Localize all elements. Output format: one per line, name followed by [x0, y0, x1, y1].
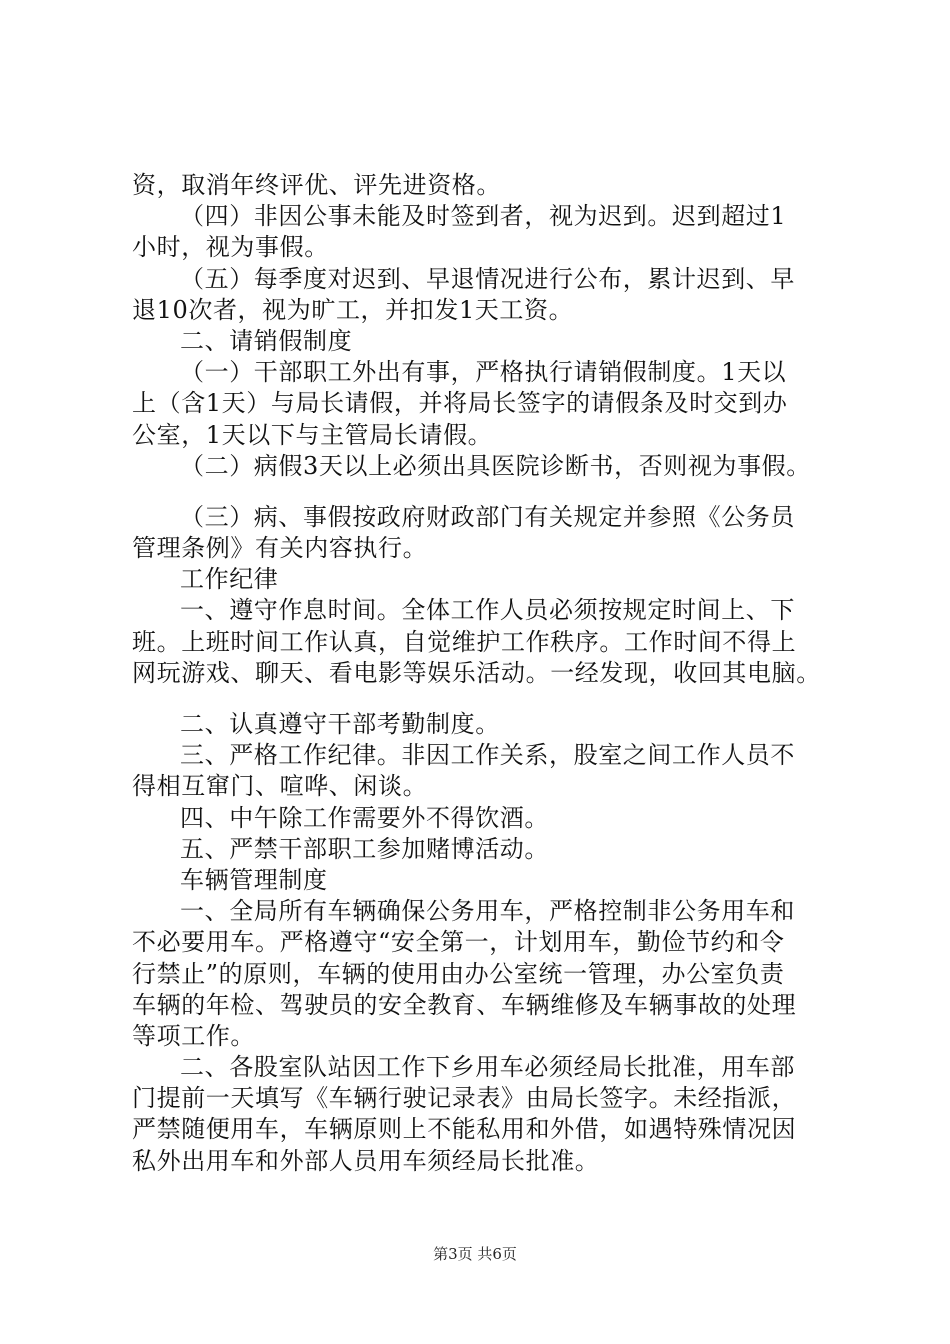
body-line: 退10次者，视为旷工，并扣发1天工资。 [132, 295, 574, 324]
body-line: 四、中午除工作需要外不得饮酒。 [180, 803, 549, 832]
paragraph-gap [132, 689, 837, 709]
body-line: 管理条例》有关内容执行。 [132, 534, 428, 563]
body-line: 班。上班时间工作认真，自觉维护工作秩序。工作时间不得上 [132, 627, 797, 656]
body-line: 行禁止”的原则，车辆的使用由办公室统一管理，办公室负责 [132, 959, 785, 988]
body-line: 私外出用车和外部人员用车须经局长批准。 [132, 1146, 600, 1175]
body-line: （二）病假3天以上必须出具医院诊断书，否则视为事假。 [180, 451, 811, 480]
body-line: 资，取消年终评优、评先进资格。 [132, 171, 501, 199]
section-heading: 工作纪律 [180, 565, 279, 594]
paragraph-gap [132, 482, 837, 502]
body-line: 小时，视为事假。 [132, 233, 329, 262]
body-line: 五、严禁干部职工参加赌博活动。 [180, 834, 549, 863]
body-line: （一）干部职工外出有事，严格执行请销假制度。1天以 [180, 358, 787, 387]
body-line: 得相互窜门、喧哗、闲谈。 [132, 772, 428, 801]
body-line: （三）病、事假按政府财政部门有关规定并参照《公务员 [180, 502, 795, 531]
body-line: 不必要用车。严格遵守“安全第一，计划用车，勤俭节约和令 [132, 928, 785, 957]
body-line: 二、各股室队站因工作下乡用车必须经局长批准，用车部 [180, 1053, 795, 1082]
body-line: 严禁随便用车，车辆原则上不能私用和外借，如遇特殊情况因 [132, 1115, 797, 1144]
body-line: 一、全局所有车辆确保公务用车，严格控制非公务用车和 [180, 897, 795, 926]
body-line: 上（含1天）与局长请假，并将局长签字的请假条及时交到办 [132, 389, 788, 418]
body-line: 三、严格工作纪律。非因工作关系，股室之间工作人员不 [180, 741, 795, 770]
body-line: （四）非因公事未能及时签到者，视为迟到。迟到超过1 [180, 202, 787, 231]
page-footer: 第3页 共6页 [433, 1245, 517, 1263]
body-line: 网玩游戏、聊天、看电影等娱乐活动。一经发现，收回其电脑。 [132, 658, 821, 687]
body-line: 一、遵守作息时间。全体工作人员必须按规定时间上、下 [180, 596, 795, 625]
document-body [132, 170, 837, 1177]
body-line: 门提前一天填写《车辆行驶记录表》由局长签字。未经指派， [132, 1084, 797, 1113]
section-heading: 车辆管理制度 [180, 865, 328, 894]
section-heading: 二、请销假制度 [180, 326, 353, 355]
body-line: 车辆的年检、驾驶员的安全教育、车辆维修及车辆事故的处理 [132, 990, 797, 1019]
body-line: 等项工作。 [132, 1021, 255, 1050]
body-line: （五）每季度对迟到、早退情况进行公布，累计迟到、早 [180, 264, 795, 293]
body-line: 公室，1天以下与主管局长请假。 [132, 420, 493, 449]
body-line: 二、认真遵守干部考勤制度。 [180, 710, 500, 738]
